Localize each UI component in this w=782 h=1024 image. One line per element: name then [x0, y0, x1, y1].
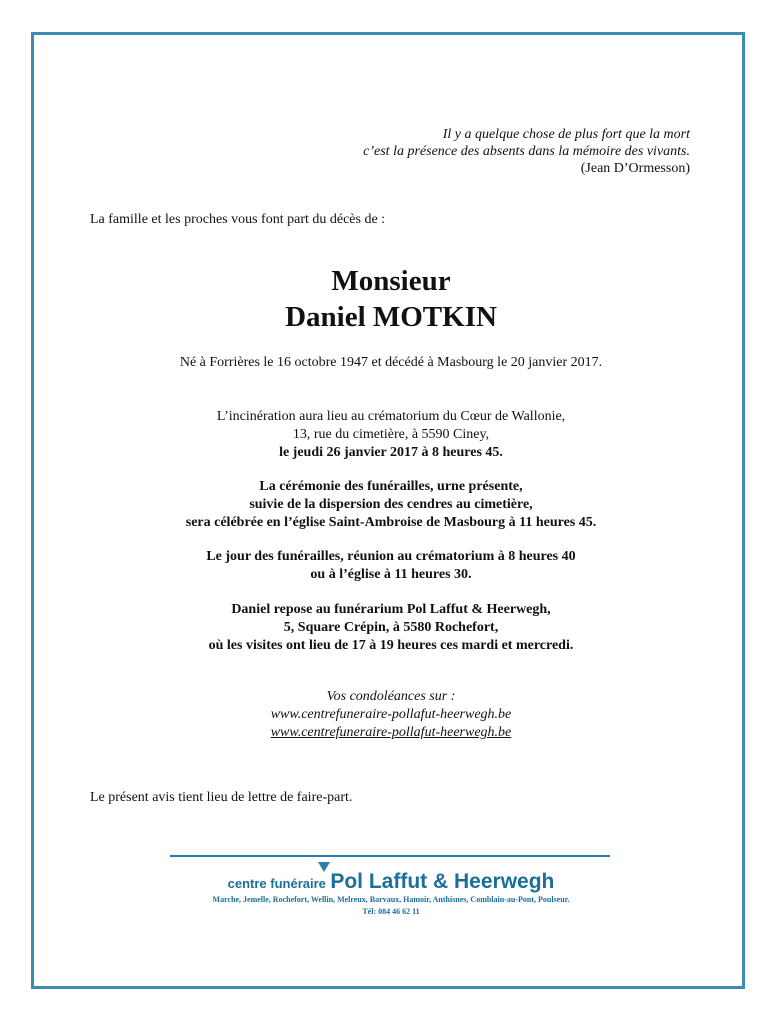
funeral-home-logo	[0, 870, 782, 894]
ceremony-line-2: suivie de la dispersion des cendres au cimetière,	[249, 497, 533, 512]
title-honorific: Monsieur	[331, 265, 451, 297]
repose-line-1: Daniel repose au funérarium Pol Laffut & Heerwegh,	[231, 602, 551, 617]
cremation-line-1: L’incinération aura lieu au crématorium du Cœur de Wallonie,	[216, 409, 566, 424]
ceremony-line-3: sera célébrée en l’église Saint-Ambroise de Masbourg à 11 heures 45.	[185, 515, 597, 530]
cremation-line-2: 13, rue du cimetière, à 5590 Ciney,	[292, 427, 490, 442]
title-fullname: Daniel MOTKIN	[285, 301, 497, 333]
footer-note: Le présent avis tient lieu de lettre de faire-part.	[90, 790, 353, 805]
condolences-label: Vos condoléances sur :	[326, 689, 456, 704]
meeting-line-1: Le jour des funérailles, réunion au crématorium à 8 heures 40	[206, 549, 576, 564]
condolences-url-text: www.centrefuneraire-pollafut-heerwegh.be	[270, 707, 512, 722]
ceremony-block	[0, 478, 782, 532]
repose-line-2: 5, Square Crépin, à 5580 Rochefort,	[283, 620, 499, 635]
intro-text: La famille et les proches vous font part du décès de :	[90, 212, 386, 227]
logo-details	[0, 894, 782, 918]
condolences-block	[0, 688, 782, 742]
quote-line-2: c’est la présence des absents dans la mémoire des vivants.	[363, 144, 690, 159]
meeting-line-2: ou à l’église à 11 heures 30.	[310, 567, 472, 582]
logo-phone: Tél: 084 46 62 11	[362, 907, 420, 916]
logo-big-text: Pol Laffut & Heerwegh	[330, 870, 555, 893]
repose-line-3: où les visites ont lieu de 17 à 19 heures ces mardi et mercredi.	[208, 638, 574, 653]
logo-locations: Marche, Jemelle, Rochefort, Wellin, Melreux, Barvaux, Hamoir, Anthisnes, Comblain-au-Pont, Poulseur.	[212, 895, 570, 904]
condolences-link[interactable]: www.centrefuneraire-pollafut-heerwegh.be	[270, 725, 512, 740]
repose-block	[0, 601, 782, 655]
epigraph-quote	[363, 126, 690, 177]
meeting-block	[0, 548, 782, 584]
logo-small-text: centre funéraire	[227, 876, 326, 891]
quote-line-1: Il y a quelque chose de plus fort que la mort	[442, 127, 690, 142]
cremation-block	[0, 408, 782, 462]
quote-author: (Jean D’Ormesson)	[580, 161, 690, 176]
birth-death-line: Né à Forrières le 16 octobre 1947 et décédé à Masbourg le 20 janvier 2017.	[179, 355, 603, 370]
ceremony-line-1: La cérémonie des funérailles, urne présente,	[259, 479, 523, 494]
deceased-name	[0, 263, 782, 335]
cremation-line-3: le jeudi 26 janvier 2017 à 8 heures 45.	[279, 445, 503, 460]
logo-rule	[170, 855, 610, 857]
